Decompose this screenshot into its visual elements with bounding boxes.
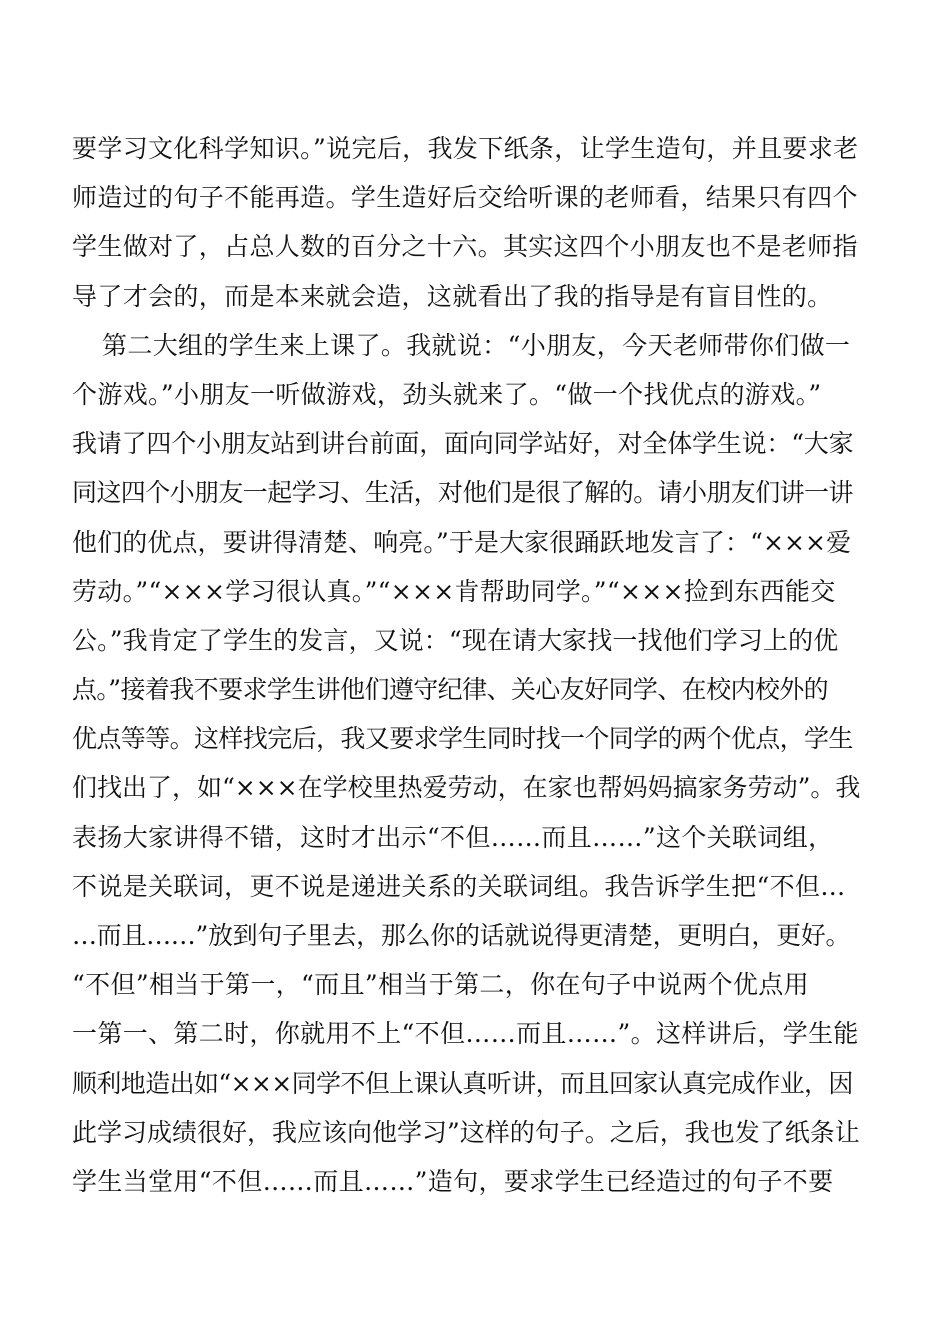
text-line: 学生当堂用“不但……而且……”造句，要求学生已经造过的句子不要 <box>72 1166 834 1196</box>
text-line: 要学习文化科学知识。”说完后，我发下纸条，让学生造句，并且要求老 <box>72 134 859 163</box>
text-line: 不说是关联词，更不说是递进关系的关联词组。我告诉学生把“不但… <box>72 871 846 901</box>
text-line: “不但”相当于第一，“而且”相当于第二，你在句子中说两个优点用 <box>72 970 809 1000</box>
text-line: 学生做对了，占总人数的百分之十六。其实这四个小朋友也不是老师指 <box>72 232 858 262</box>
paragraph-first-line: 第二大组的学生来上课了。我就说：“小朋友，今天老师带你们做一 <box>102 330 851 360</box>
text-line: 一第一、第二时，你就用不上“不但……而且……”。这样讲后，学生能 <box>72 1019 859 1049</box>
text-line: 此学习成绩很好，我应该向他学习”这样的句子。之后，我也发了纸条让 <box>72 1117 860 1147</box>
body-text <box>72 124 872 1206</box>
text-line: 他们的优点，要讲得清楚、响亮。”于是大家很踊跃地发言了：“×××爱 <box>72 527 852 557</box>
text-line: 同这四个小朋友一起学习、生活，对他们是很了解的。请小朋友们讲一讲 <box>72 478 853 508</box>
text-line: 们找出了，如“×××在学校里热爱劳动，在家也帮妈妈搞家务劳动”。我 <box>72 773 861 803</box>
text-line: 点。”接着我不要求学生讲他们遵守纪律、关心友好同学、在校内校外的 <box>72 675 829 705</box>
text-line: 表扬大家讲得不错，这时才出示“不但……而且……”这个关联词组， <box>72 822 834 852</box>
text-line: 优点等等。这样找完后，我又要求学生同时找一个同学的两个优点，学生 <box>72 724 853 754</box>
text-line: 公。”我肯定了学生的发言，又说：“现在请大家找一找他们学习上的优 <box>72 625 839 655</box>
text-line: 劳动。”“×××学习很认真。”“×××肯帮助同学。”“×××捡到东西能交 <box>72 576 836 606</box>
text-line: 我请了四个小朋友站到讲台前面，面向同学站好，对全体学生说：“大家 <box>72 429 854 459</box>
text-line: …而且……”放到句子里去，那么你的话就说得更清楚，更明白，更好。 <box>72 921 851 950</box>
text-line: 个游戏。”小朋友一听做游戏，劲头就来了。“做一个找优点的游戏。” <box>72 379 822 409</box>
text-line: 师造过的句子不能再造。学生造好后交给听课的老师看，结果只有四个 <box>72 183 858 213</box>
text-line: 导了才会的，而是本来就会造，这就看出了我的指导是有盲目性的。 <box>72 281 833 311</box>
text-line: 顺利地造出如“×××同学不但上课认真听讲，而且回家认真完成作业，因 <box>72 1068 853 1098</box>
